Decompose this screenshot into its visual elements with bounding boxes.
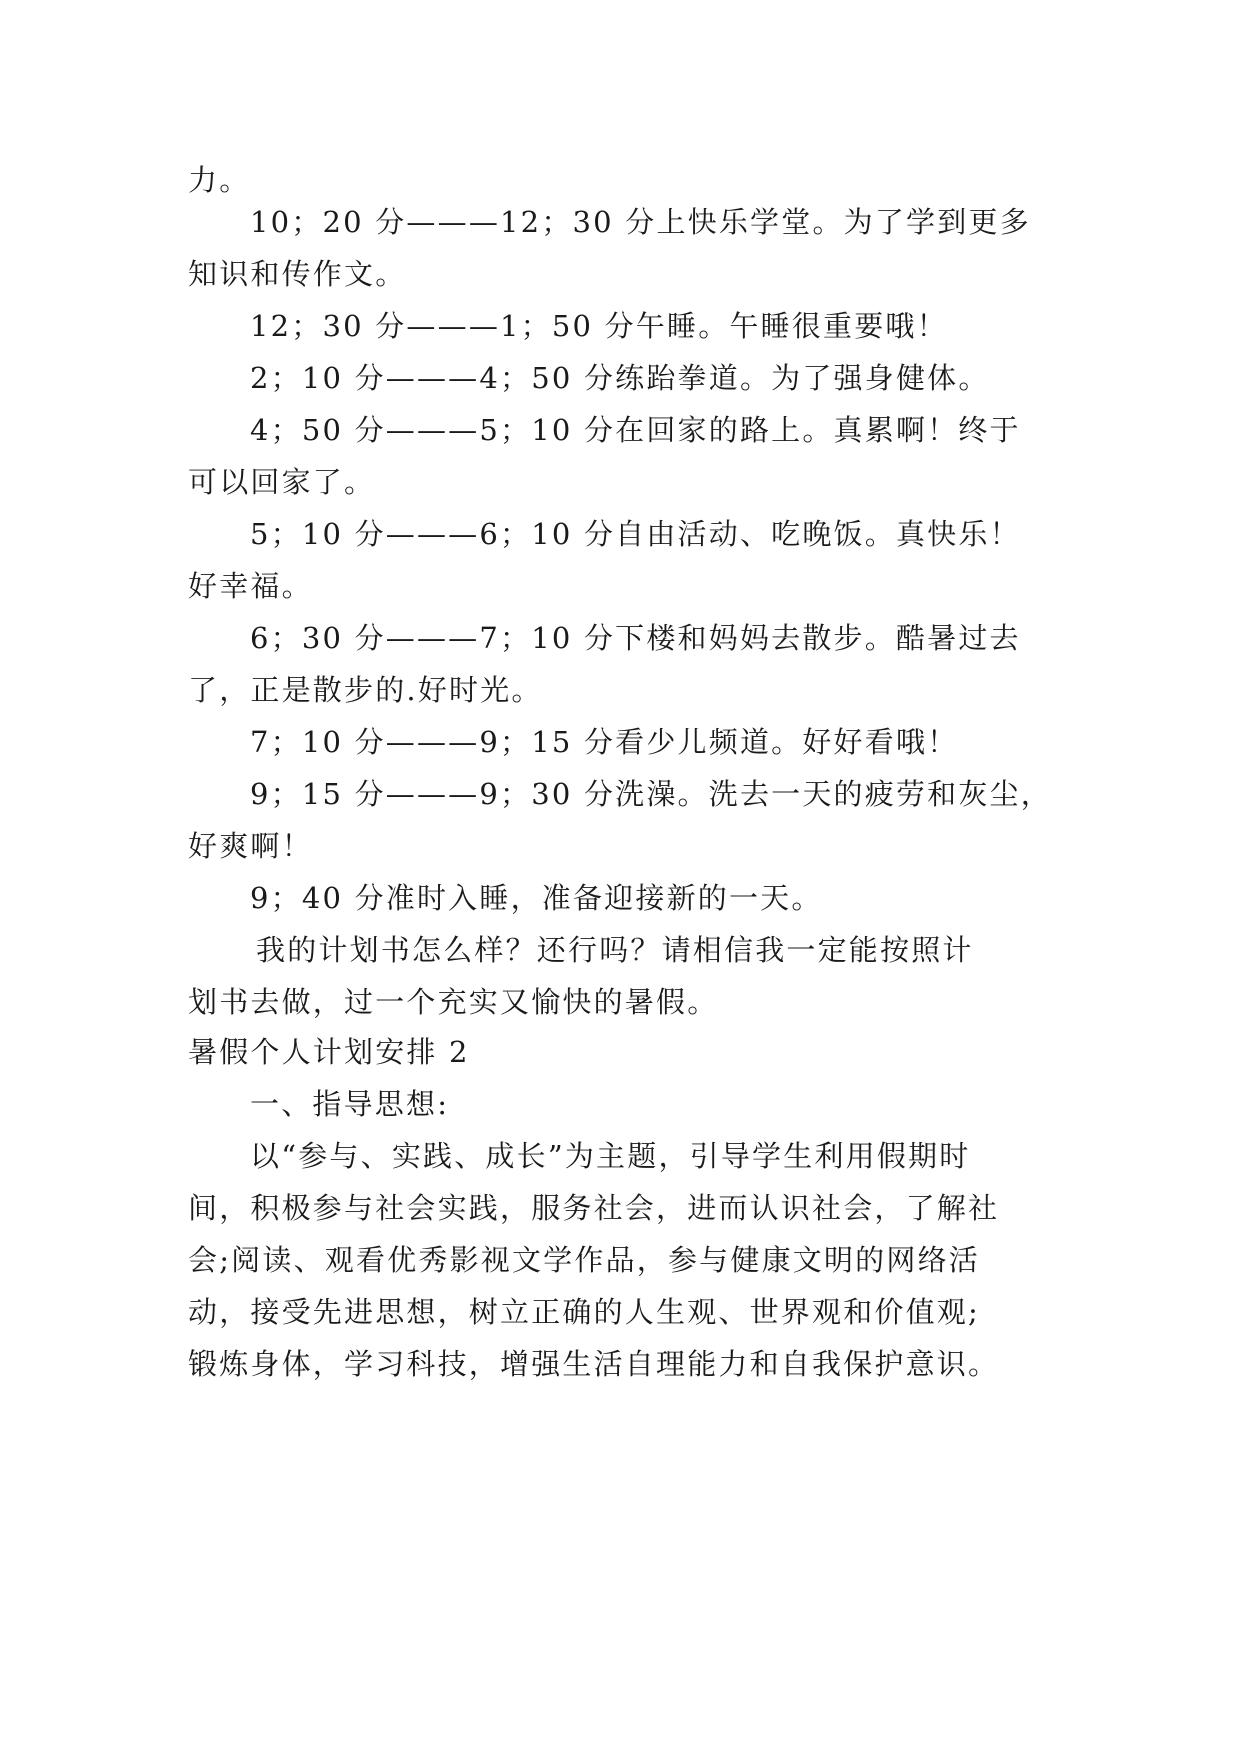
text-line: 10；20 分———12；30 分上快乐学堂。为了学到更多 [250, 205, 1031, 239]
text-line: 力。 [188, 163, 251, 197]
text-line: 12；30 分———1；50 分午睡。午睡很重要哦！ [250, 309, 948, 343]
text-line: 5；10 分———6；10 分自由活动、吃晚饭。真快乐！ [250, 517, 1021, 551]
text-line: 划书去做，过一个充实又愉快的暑假。 [188, 985, 719, 1019]
text-line: 间，积极参与社会实践，服务社会，进而认识社会，了解社 [188, 1191, 1000, 1225]
text-line: 以“参与、实践、成长”为主题，引导学生利用假期时 [250, 1139, 971, 1173]
text-line: 好爽啊！ [188, 829, 313, 863]
text-line: 动，接受先进思想，树立正确的人生观、世界观和价值观; [188, 1295, 980, 1329]
text-line: 我的计划书怎么样？还行吗？请相信我一定能按照计 [256, 933, 974, 967]
text-line: 好幸福。 [188, 569, 313, 603]
text-line: 4；50 分———5；10 分在回家的路上。真累啊！终于 [250, 413, 1021, 447]
text-line: 9；40 分准时入睡，准备迎接新的一天。 [250, 881, 823, 915]
text-line: 7；10 分———9；15 分看少儿频道。好好看哦！ [250, 725, 959, 759]
text-line: 知识和传作文。 [188, 257, 407, 291]
text-line: 了，正是散步的.好时光。 [188, 673, 543, 707]
text-line: 会;阅读、观看优秀影视文学作品，参与健康文明的网络活 [188, 1243, 980, 1277]
section-heading: 暑假个人计划安排 2 [188, 1035, 470, 1069]
text-line: 9；15 分———9；30 分洗澡。洗去一天的疲劳和灰尘， [250, 777, 1052, 811]
text-line: 6；30 分———7；10 分下楼和妈妈去散步。酷暑过去 [250, 621, 1021, 655]
text-line: 锻炼身体，学习科技，增强生活自理能力和自我保护意识。 [188, 1347, 1000, 1381]
text-line: 2；10 分———4；50 分练跆拳道。为了强身健体。 [250, 361, 990, 395]
text-line: 可以回家了。 [188, 465, 376, 499]
text-line: 一、指导思想: [250, 1087, 450, 1121]
